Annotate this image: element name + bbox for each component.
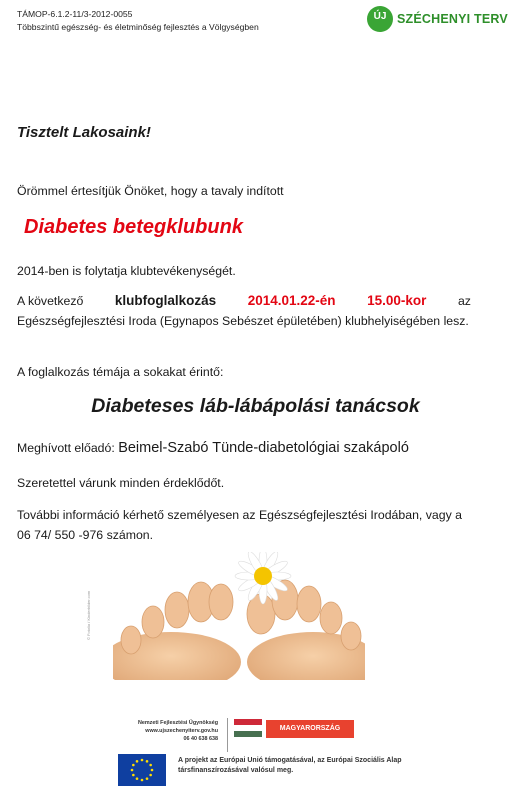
slogan-banner: MAGYARORSZÁG MEGÚJUL bbox=[266, 720, 354, 738]
agency-website: www.ujszechenyiterv.gov.hu bbox=[145, 728, 218, 734]
eu-star bbox=[141, 779, 144, 782]
szechenyi-logo bbox=[367, 6, 508, 36]
eu-star bbox=[132, 774, 135, 777]
agency-block bbox=[118, 719, 218, 743]
eu-star bbox=[146, 760, 149, 763]
eu-star bbox=[132, 764, 135, 767]
club-name: Diabetes betegklubunk bbox=[24, 216, 243, 238]
topic-intro: A foglalkozás témája a sokakat érintő: bbox=[17, 365, 224, 379]
photo-credit: © Fotolia / Kinderbilder.com bbox=[86, 590, 91, 640]
meeting-event: klubfoglalkozás bbox=[114, 293, 217, 308]
footer-divider bbox=[227, 718, 228, 752]
meeting-location: Egészségfejlesztési Iroda (Egynapos Sebészet épületében) klubhelyiségében lesz. bbox=[17, 314, 469, 328]
speaker-label: Meghívott előadó: bbox=[17, 441, 115, 455]
eu-star bbox=[146, 777, 149, 780]
eu-flag-icon bbox=[118, 754, 166, 786]
project-code: TÁMOP-6.1.2-11/3-2012-0055 bbox=[17, 9, 133, 19]
uj-badge-icon: ÚJ bbox=[367, 6, 393, 32]
eu-star bbox=[131, 769, 134, 772]
meeting-time: 15.00-kor bbox=[367, 293, 427, 308]
eu-funding-note: A projekt az Európai Unió támogatásával, az Európai Szociális Alap társfinanszírozásával valósul meg. bbox=[178, 757, 402, 774]
logo-text: SZÉCHENYI TERV bbox=[397, 12, 508, 26]
eu-star bbox=[141, 759, 144, 762]
info-text: További információ kérhető személyesen az Egészségfejlesztési Irodában, vagy a 06 74/ 550 -976 számon. bbox=[17, 508, 462, 542]
eu-star bbox=[136, 777, 139, 780]
greeting: Tisztelt Lakosaink! bbox=[17, 124, 151, 141]
meeting-prefix: A következő bbox=[17, 294, 84, 308]
eu-star bbox=[136, 760, 139, 763]
welcome-text: Szeretettel várunk minden érdeklődőt. bbox=[17, 476, 225, 490]
meeting-paragraph: A következő klubfoglalkozás 2014.01.22-én 15.00-kor az Egészségfejlesztési Iroda (Egynapos Sebészet épületében) klubhelyiségében lesz. bbox=[17, 291, 471, 331]
intro-text: Örömmel értesítjük Önöket, hogy a tavaly indított bbox=[17, 184, 284, 198]
agency-name: Nemzeti Fejlesztési Ügynökség bbox=[138, 720, 218, 726]
eu-star bbox=[149, 764, 152, 767]
topic-title: Diabeteses láb-lábápolási tanácsok bbox=[91, 395, 420, 417]
speaker-line bbox=[17, 438, 409, 458]
agency-phone: 06 40 638 638 bbox=[183, 736, 218, 742]
speaker-name: Beimel-Szabó Tünde-diabetológiai szakápoló bbox=[118, 440, 409, 456]
eu-star bbox=[149, 774, 152, 777]
feet-daisy-photo bbox=[113, 552, 365, 680]
continue-text: 2014-ben is folytatja klubtevékenységét. bbox=[17, 264, 236, 278]
eu-star bbox=[151, 769, 154, 772]
project-title: Többszintű egészség- és életminőség fejlesztés a Völgységben bbox=[17, 22, 259, 32]
header-block bbox=[17, 8, 259, 34]
meeting-date: 2014.01.22-én bbox=[247, 293, 336, 308]
hungarian-flag-icon bbox=[234, 719, 262, 737]
